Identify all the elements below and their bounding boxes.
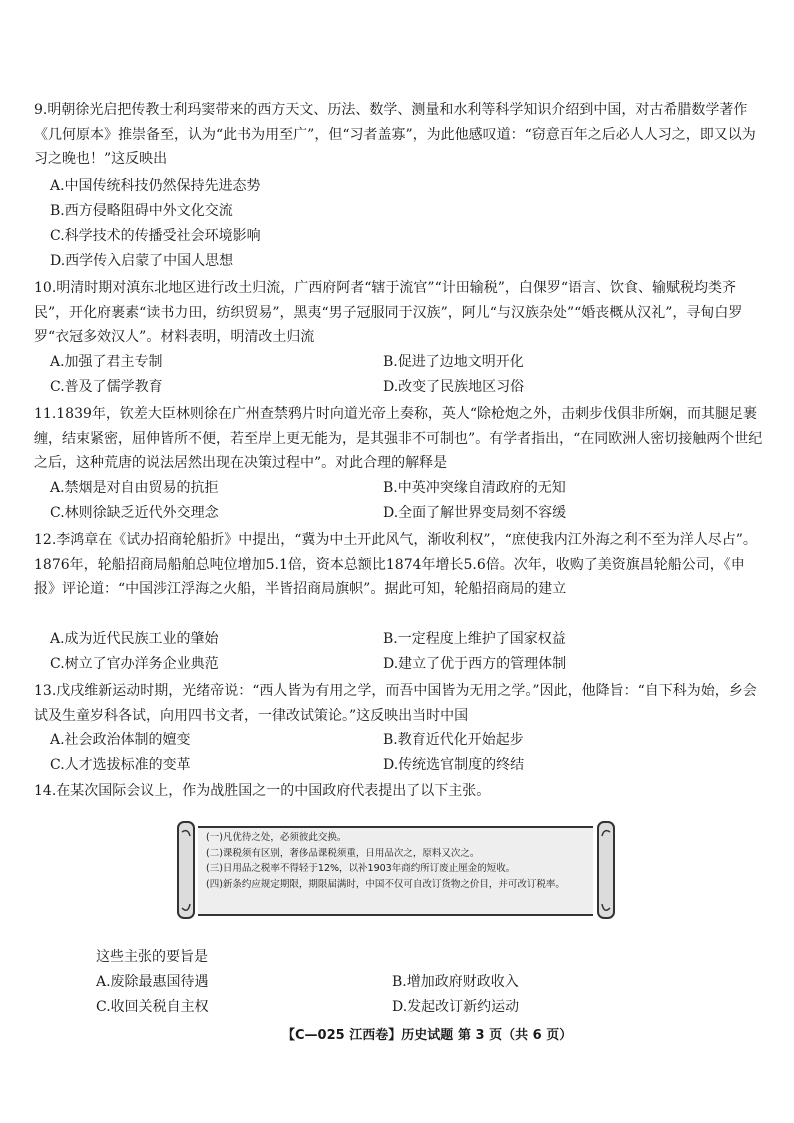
question-14-stem [34, 779, 764, 804]
question-13-option-b: B.教育近代化开始起步 [383, 732, 524, 748]
question-10-option-b: B.促进了边地文明开化 [383, 354, 524, 370]
question-11-option-c: C.林则徐缺乏近代外交理念 [50, 505, 219, 521]
scroll-line-2: (二)课税须有区别，奢侈品课税须重，日用品次之，原料又次之。 [206, 847, 480, 859]
scroll-left-roll-icon [176, 818, 196, 922]
question-13-option-d: D.传统选官制度的终结 [383, 757, 525, 773]
question-14-text: 14.在某次国际会议上，作为战胜国之一的中国政府代表提出了以下主张。 [34, 783, 491, 799]
question-11-option-b: B.中英冲突缘自清政府的无知 [383, 480, 566, 496]
scroll-line-1: (一)凡优待之处，必须彼此交换。 [206, 832, 347, 843]
question-13-option-c: C.人才选拔标准的变革 [50, 757, 191, 773]
question-14-option-b: B.增加政府财政收入 [392, 974, 519, 990]
scroll-line-3: (三)日用品之税率不得轻于12%，以补1903年商约所订废止厘金的短收。 [206, 863, 516, 874]
question-12-text: 12.李鸿章在《试办招商轮船折》中提出，“冀为中土开此风气，渐收利权”，“庶使我内江外海之利不至为洋人尽占”。1876年，轮船招商局船舶总吨位增加5.1倍，资本总额比1874年增长5.6倍。次年，收购了美资旗昌轮船公司，《申报》评论道：“中国涉江浮海之火船，半皆招商局旗帜”。据此可知，轮船招商局的建立 [34, 532, 757, 597]
question-10-option-a: A.加强了君主专制 [50, 354, 163, 370]
scroll-right-roll-icon [596, 818, 616, 922]
footer-page-number: 第 3 页（共 6 页） [458, 1028, 573, 1043]
question-9-option-c: C.科学技术的传播受社会环境影响 [50, 228, 261, 244]
question-9-stem [34, 98, 764, 172]
question-13-stem [34, 679, 764, 728]
question-14-option-a: A.废除最惠国待遇 [96, 974, 209, 990]
question-9-option-b: B.西方侵略阻碍中外文化交流 [50, 203, 233, 219]
scroll-line-4: (四)新条约应规定期限，期限届满时，中国不仅可自改订货物之价目，并可改订税率。 [206, 878, 565, 890]
question-10-option-c: C.普及了儒学教育 [50, 379, 163, 395]
question-9-option-d: D.西学传入启蒙了中国人思想 [50, 253, 234, 269]
question-10-stem [34, 276, 764, 350]
question-12-option-b: B.一定程度上维护了国家权益 [383, 631, 566, 647]
policy-scroll [176, 816, 616, 928]
question-10-text: 10.明清时期对滇东北地区进行改土归流，广西府阿者“辖于流官”“计田输税”，白倮罗“语言、饮食、输赋税均类齐民”，开化府裹素“读书力田，纺织贸易”，黑夷“男子冠服同于汉族”，阿儿“与汉族杂处”“婚丧概从汉礼”，寻甸白罗罗“衣冠多效汉人”。材料表明，明清改土归流 [34, 280, 743, 345]
question-14-subprompt: 这些主张的要旨是 [96, 949, 208, 965]
question-10-option-d: D.改变了民族地区习俗 [383, 379, 525, 395]
question-11-stem [34, 402, 764, 476]
question-14-option-d: D.发起改订新约运动 [392, 999, 520, 1015]
question-11-text: 11.1839年，钦差大臣林则徐在广州查禁鸦片时向道光帝上奏称，英人“除枪炮之外，击刺步伐俱非所娴，而其腿足裹缠，结束紧密，屈伸皆所不便，若至岸上更无能为，是其强非不可制也”。有学者指出，“在同欧洲人密切接触两个世纪之后，这种荒唐的说法居然出现在决策过程中”。对此合理的解释是 [34, 406, 763, 471]
footer-exam-title: 【C—025 江西卷】历史试题 [282, 1028, 454, 1043]
question-12-stem [34, 528, 764, 602]
question-9-text: 9.明朝徐光启把传教士利玛窦带来的西方天文、历法、数学、测量和水利等科学知识介绍到中国，对古希腊数学著作《几何原本》推崇备至，认为“此书为用至广”，但“习者盖寡”，为此他感叹道：“窃意百年之后必人人习之，即又以为习之晚也！”这反映出 [34, 102, 756, 167]
question-13-option-a: A.社会政治体制的嬗变 [50, 732, 191, 748]
question-11-option-d: D.全面了解世界变局刻不容缓 [383, 505, 567, 521]
question-12-option-c: C.树立了官办洋务企业典范 [50, 656, 219, 672]
question-14-option-c: C.收回关税自主权 [96, 999, 209, 1015]
question-13-text: 13.戊戌维新运动时期，光绪帝说：“西人皆为有用之学，而吾中国皆为无用之学。”因此，他降旨：“自下科为始，乡会试及生童岁科各试，向用四书文者，一律改试策论。”这反映出当时中国 [34, 683, 757, 724]
question-9-option-a: A.中国传统科技仍然保持先进态势 [50, 178, 261, 194]
question-12-option-a: A.成为近代民族工业的肇始 [50, 631, 219, 647]
question-12-option-d: D.建立了优于西方的管理体制 [383, 656, 567, 672]
question-11-option-a: A.禁烟是对自由贸易的抗拒 [50, 480, 219, 496]
scroll-text [206, 830, 581, 892]
